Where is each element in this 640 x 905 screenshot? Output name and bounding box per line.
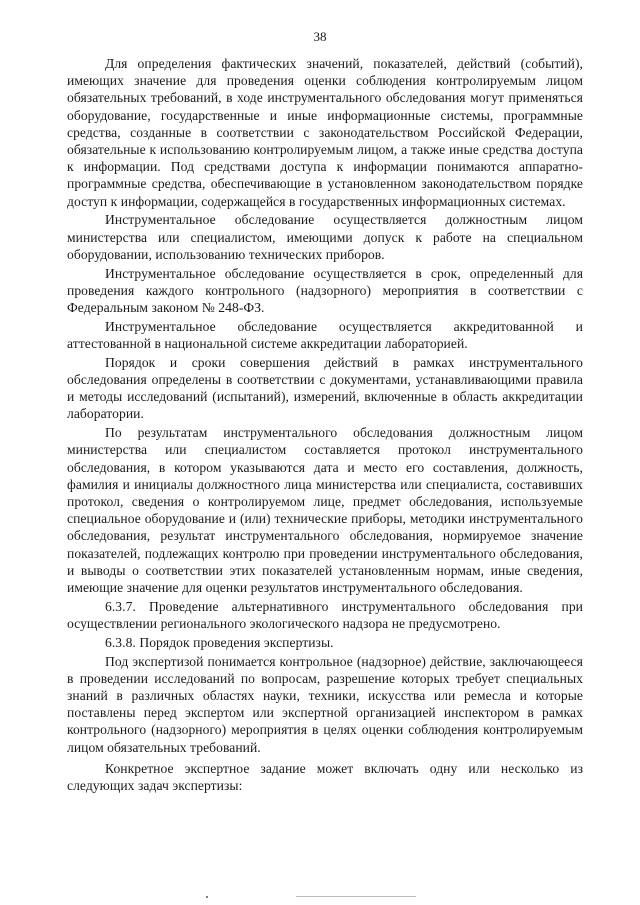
document-body <box>67 55 583 796</box>
paragraph-inspector-admission: Инструментальное обследование осуществляется должностным лицом министерства или специалистом, имеющими допуск к работе на специальном оборудовании, использованию технических приборов. <box>67 212 583 262</box>
paragraph-expert-task: Конкретное экспертное задание может включать одну или несколько из следующих задач экспертизы: <box>67 760 583 794</box>
scan-line-mark <box>296 896 416 897</box>
paragraph-section-6-3-8-heading: 6.3.8. Порядок проведения экспертизы. <box>105 634 334 650</box>
paragraph-accredited-lab: Инструментальное обследование осуществляется аккредитованной и аттестованной в национальной системе аккредитации лабораторией. <box>67 318 583 352</box>
page-number: 38 <box>313 29 327 44</box>
paragraph-inspection-protocol: По результатам инструментального обследования должностным лицом министерства или специалистом составляется протокол инструментального обследования, в котором указываются дата и место его составления, должность, фамилия и инициалы должностного лица министерства или специалиста, составивших протокол, сведения о контролируемом лице, предмет обследования, используемые специальное оборудование и (или) технические приборы, методики инструментального обследования, результат инструментального обследования, нормируемое значение показателей, подлежащих контролю при проведении инструментального обследования, и выводы о соответствии этих показателей установленным нормам, иные сведения, имеющие значение для оценки результатов инструментального обследования. <box>67 425 583 596</box>
paragraph-inspection-term: Инструментальное обследование осуществляется в срок, определенный для проведения каждого контрольного (надзорного) мероприятия в соответствии с Федеральным законом № 248-ФЗ. <box>67 265 583 316</box>
scan-dot-mark <box>206 896 208 898</box>
paragraph-section-6-3-7: 6.3.7. Проведение альтернативного инструментального обследования при осуществлении регионального экологического надзора не предусмотрено. <box>67 598 583 632</box>
paragraph-procedure-terms: Порядок и сроки совершения действий в рамках инструментального обследования определены в соответствии с документами, устанавливающими правила и методы исследований (испытаний), измерений, включенные в область аккредитации лаборатории. <box>67 354 583 422</box>
paragraph-measurement-tools: Для определения фактических значений, показателей, действий (событий), имеющих значение для проведения оценки соблюдения контролируемым лицом обязательных требований, в ходе инструментального обследования могут применяться оборудование, государственные и иные информационные системы, программные средства, созданные в соответствии с законодательством Российской Федерации, обязательные к использованию контролируемым лицом, а также иные средства доступа к информации. Под средствами доступа к информации понимаются аппаратно-программные средства, обеспечивающие в установленном законодательством порядке доступ к информации, содержащейся в государственных информационных системах. <box>67 56 583 209</box>
paragraph-expertise-definition: Под экспертизой понимается контрольное (надзорное) действие, заключающееся в проведении исследований по вопросам, разрешение которых требует специальных знаний в различных областях науки, техники, искусства или ремесла и которые поставлены перед экспертом или экспертной организацией инспектором в рамках контрольного (надзорного) мероприятия в целях оценки соблюдения контролируемым лицом обязательных требований. <box>67 653 583 755</box>
